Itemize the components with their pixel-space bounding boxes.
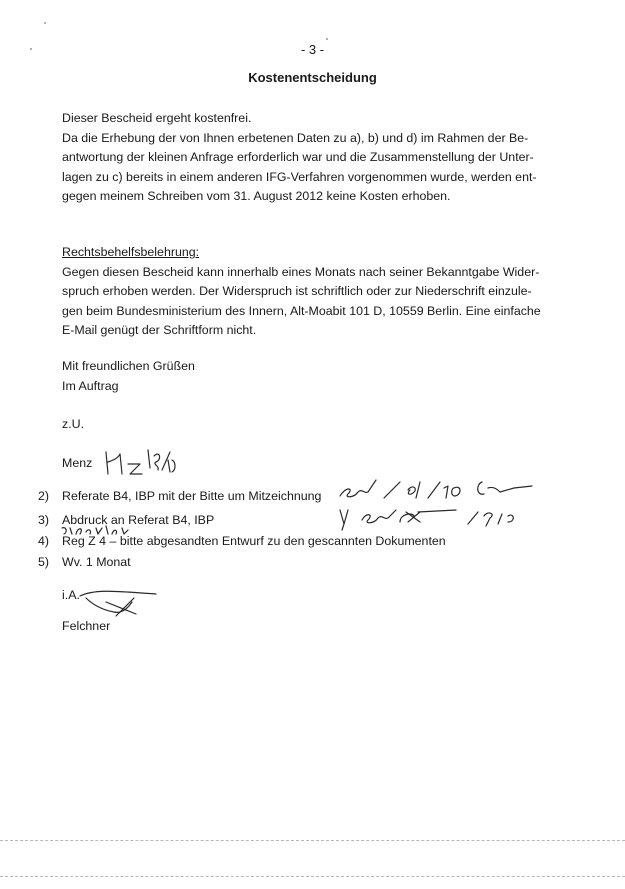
list-text: Wv. 1 Monat (62, 555, 131, 569)
scan-artifact-line (0, 840, 625, 841)
text-line: gen beim Bundesministerium des Innern, Alt-Moabit 101 D, 10559 Berlin. Eine einfache (62, 303, 541, 318)
list-text: Reg Z 4 – bitte abgesandten Entwurf zu den gescannten Dokumenten (62, 534, 446, 548)
list-number: 5) (38, 555, 50, 569)
legal-remedy-heading: Rechtsbehelfsbelehrung: (62, 245, 200, 259)
text-line: E-Mail genügt der Schriftform nicht. (62, 323, 257, 337)
text-line: spruch erhoben werden. Der Widerspruch ist schriftlich oder zur Niederschrift einzule- (62, 284, 532, 298)
scan-speck (326, 38, 328, 40)
ia-label: i.A. (62, 588, 80, 602)
zu-note: z.U. (62, 417, 85, 431)
closing-greeting: Mit freundlichen Grüßen (62, 359, 195, 373)
handwritten-signature (76, 584, 160, 618)
section-heading: Kostenentscheidung (248, 70, 377, 85)
handwritten-note (60, 524, 130, 536)
handwritten-annotation (336, 474, 536, 532)
text-line: Gegen diesen Bescheid kann innerhalb eines Monats nach seiner Bekanntgabe Wider- (62, 264, 540, 279)
list-number: 4) (38, 534, 50, 548)
signer-name: Menz (62, 456, 93, 470)
list-text: Referate B4, IBP mit der Bitte um Mitzeichnung (62, 489, 322, 503)
closing-authority: Im Auftrag (62, 378, 119, 393)
page-number: - 3 - (300, 42, 325, 57)
text-line: antwortung der kleinen Anfrage erforderlich war und die Zusammenstellung der Unter- (62, 150, 534, 164)
list-text: Abdruck an Referat B4, IBP (62, 513, 215, 527)
text-line: lagen zu c) bereits in einem anderen IFG-Verfahren vorgenommen wurde, werden ent- (62, 169, 537, 184)
list-number: 3) (38, 513, 50, 527)
text-line: Dieser Bescheid ergeht kostenfrei. (62, 111, 252, 125)
text-line: gegen meinem Schreiben vom 31. August 2012 keine Kosten erhoben. (62, 189, 451, 203)
list-number: 2) (38, 489, 50, 503)
scan-speck (44, 22, 46, 24)
list-item (38, 534, 446, 548)
list-item (38, 555, 131, 569)
closing-block (62, 357, 562, 396)
text-line: Da die Erhebung der von Ihnen erbetenen Daten zu a), b) und d) im Rahmen der Be- (62, 130, 529, 145)
handwritten-initials (100, 446, 180, 478)
scan-artifact-line (0, 876, 625, 877)
list-item (38, 489, 321, 503)
scan-speck (30, 48, 32, 50)
second-signer-name: Felchner (62, 619, 111, 633)
legal-remedy-section (62, 243, 562, 341)
cost-paragraph (62, 109, 562, 207)
